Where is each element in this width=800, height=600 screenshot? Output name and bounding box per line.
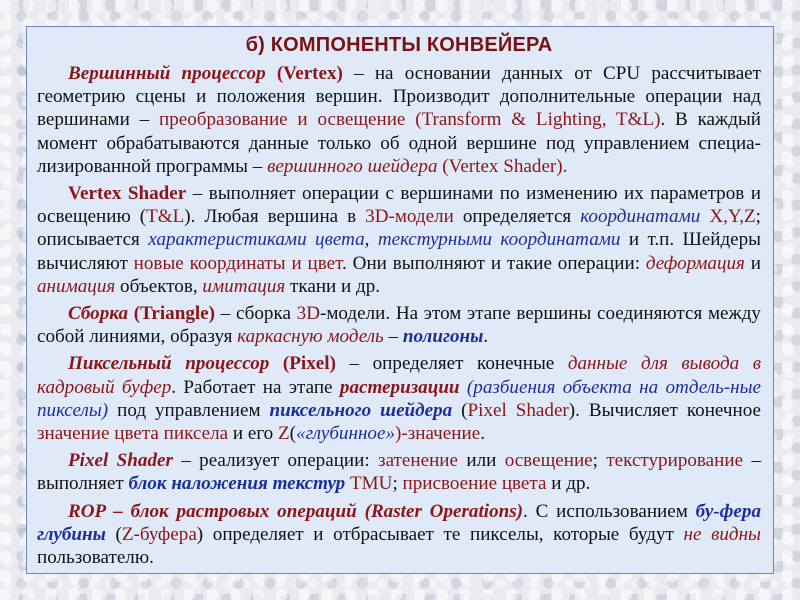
text-run: ; xyxy=(592,450,607,472)
text-run: (Triangle) xyxy=(128,303,216,325)
paragraph-rop xyxy=(37,500,761,570)
text-run: блок наложения текстур xyxy=(128,473,346,495)
paragraph-triangle-assembly xyxy=(37,302,761,348)
text-run: каркасную модель xyxy=(237,326,384,348)
text-run: координатами xyxy=(580,206,701,228)
text-run: ). Любая вершина в xyxy=(184,206,366,228)
text-run: ROP – блок растровых операций (Raster Operations) xyxy=(68,500,524,522)
text-run: (Vertex Shader). xyxy=(437,155,568,177)
text-run: ; описывается xyxy=(37,206,761,251)
paragraph-pixel-processor xyxy=(37,352,761,445)
paragraph-vertex-processor xyxy=(37,62,761,178)
text-run: характеристиками цвета xyxy=(148,229,365,251)
text-run: 3D xyxy=(296,303,320,325)
text-run: ткани и др. xyxy=(285,275,381,297)
text-run: . Работает на этапе xyxy=(171,376,340,398)
text-run: пиксельного шейдера xyxy=(269,399,453,421)
text-run: Z xyxy=(278,423,290,445)
text-run: ; xyxy=(392,473,403,495)
text-run: имитация xyxy=(202,275,286,297)
text-run: текстурными координатами xyxy=(377,229,621,251)
text-run: . xyxy=(483,326,489,348)
text-run: пользователю. xyxy=(37,547,154,569)
text-run: «глубинное» xyxy=(296,423,395,445)
text-run: )-значение xyxy=(395,423,481,445)
text-run: X,Y,Z xyxy=(700,206,756,228)
text-run: TMU xyxy=(345,473,393,495)
text-run: деформация xyxy=(645,252,745,274)
text-run: и xyxy=(744,252,761,274)
slide-body xyxy=(37,62,761,569)
text-run: . Они выполняют и такие операции: xyxy=(342,252,646,274)
text-run: под управлением xyxy=(108,399,270,421)
text-run: – реализует операции: xyxy=(172,450,379,472)
text-run: и т.п. Шейдеры вычисляют xyxy=(37,229,762,274)
text-run: 3D-модели xyxy=(365,206,454,228)
text-run: бу-фера глубины xyxy=(37,500,762,545)
text-run: данные для вывода в кадровый буфер xyxy=(37,353,762,398)
text-run: – на основании данных от CPU рассчитывает геометрию сцены и положения вершин. Производит дополнительные операции над вершинами – xyxy=(37,63,761,131)
text-run: ( xyxy=(105,523,122,545)
text-run: определяется xyxy=(453,206,581,228)
paragraph-pixel-shader xyxy=(37,449,761,495)
slide-title: б) КОМПОНЕНТЫ КОНВЕЙЕРА xyxy=(245,34,553,56)
text-run: ) определяет и отбрасывает те пикселы, которые будут xyxy=(196,523,684,545)
text-run: – выполняет xyxy=(37,450,761,495)
text-run: или xyxy=(457,450,505,472)
text-run: освещение xyxy=(504,450,593,472)
text-run: -модели. На этом этапе вершины соединяются между собой линиями, образуя xyxy=(37,303,761,348)
text-run: Vertex Shader xyxy=(68,183,187,205)
text-run: Z-буфера xyxy=(121,523,197,545)
text-run: . xyxy=(480,423,485,445)
text-run: Pixel Shader xyxy=(68,450,173,472)
text-run: – выполняет операции с вершинами по изменению их параметров и освещению ( xyxy=(37,183,761,228)
text-run: . С использованием xyxy=(523,500,696,522)
text-run: присвоение цвета xyxy=(402,473,547,495)
text-run: преобразование и освещение (Transform & Lighting, T&L) xyxy=(158,109,661,131)
text-run: вершинного шейдера xyxy=(267,155,438,177)
text-run: , xyxy=(364,229,378,251)
text-run: полигоны xyxy=(402,326,484,348)
text-run: ( xyxy=(452,399,468,421)
text-run: (Pixel) xyxy=(269,353,336,375)
text-run: анимация xyxy=(37,275,116,297)
text-run: T&L xyxy=(146,206,185,228)
text-run: (разбиения объекта на отдель-ные пикселы) xyxy=(37,376,761,421)
text-run: Pixel Shader xyxy=(467,399,569,421)
text-run: растеризации xyxy=(339,376,460,398)
text-run: Сборка xyxy=(68,303,128,325)
text-run: новые координаты и цвет xyxy=(133,252,343,274)
text-run: и его xyxy=(228,423,278,445)
text-run: (Vertex) xyxy=(276,63,343,84)
text-run: текстурирование xyxy=(606,450,744,472)
paragraph-vertex-shader xyxy=(37,182,761,298)
text-run: Вершинный процессор xyxy=(68,63,277,84)
text-run: – сборка xyxy=(215,303,297,325)
text-run: – xyxy=(383,326,403,348)
text-run: и др. xyxy=(546,473,591,495)
text-run: ). Вычисляет конечное xyxy=(568,399,761,421)
text-run: . В каждый момент обрабатываются данные только об одной вершине под управлением специа-лизированной программы – xyxy=(37,109,761,177)
text-run: Пиксельный процессор xyxy=(68,353,270,375)
slide-panel xyxy=(26,26,774,574)
text-run: объектов, xyxy=(115,275,203,297)
text-run: значение цвета пиксела xyxy=(37,423,229,445)
text-run: ( xyxy=(289,423,297,445)
text-run: – определяет конечные xyxy=(335,353,568,375)
text-run: не видны xyxy=(683,523,761,545)
text-run: затенение xyxy=(378,450,458,472)
